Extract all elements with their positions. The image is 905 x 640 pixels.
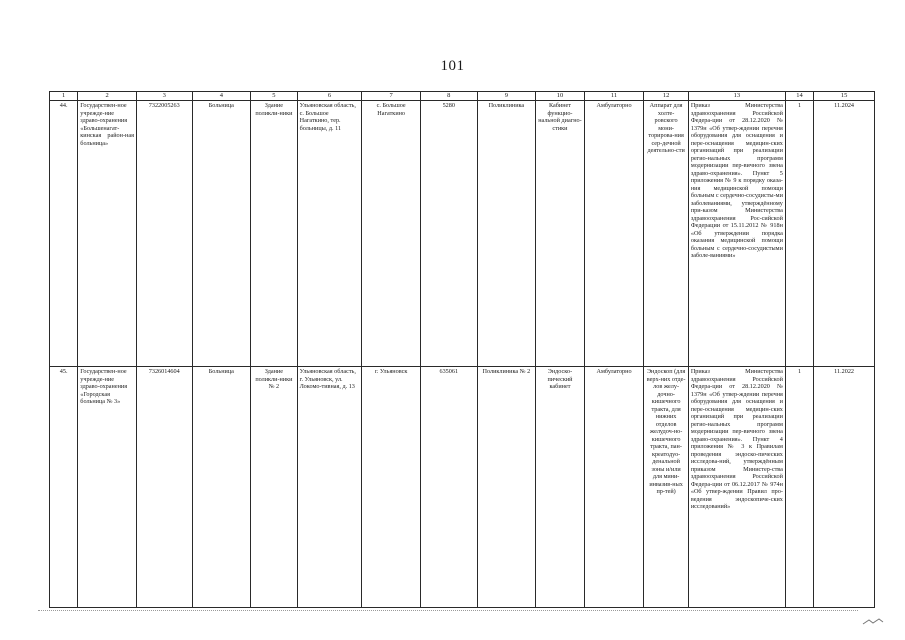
column-number: 9 bbox=[477, 92, 536, 101]
address: Ульяновская область, с. Большое Нагаткино, тер. больницы, д. 11 bbox=[297, 101, 362, 367]
column-number: 14 bbox=[785, 92, 813, 101]
column-number: 4 bbox=[192, 92, 251, 101]
organization-name: Государствен-ное учрежде-ние здраво-охранения «Городская больница № 3» bbox=[78, 367, 137, 608]
column-number: 2 bbox=[78, 92, 137, 101]
page-number: 101 bbox=[440, 58, 465, 74]
table-row bbox=[50, 367, 875, 608]
equipment: Аппарат для холте-ровского мони-торирова-ния сер-дечной деятельно-сти bbox=[644, 101, 688, 367]
column-number: 8 bbox=[420, 92, 477, 101]
legal-basis: Приказ Министерства здравоохранения Российской Федера-ции от 28.12.2020 № 1379н «Об утвер-ждении перечня оборудования для оснащения и пере-оснащения медицин-ских организаций при реализации регио-нальных программ модернизации пер-вичного звена здраво-охранения». Пункт 4 приложения № 3 к Правилам проведения эндоско-пических исследова-ний, утверждённым приказом Министер-ства здравоохранения Российской Федера-ции от 06.12.2017 № 974н «Об утвер-ждении Правил про-ведения эндоскопиче-ских исследований» bbox=[688, 367, 785, 608]
equipment: Эндоскоп (для верх-них отде-лов желу-дочно-кишечного тракта, для нижних отделов желудоч-но-кишечного тракта, пан-креатодуо-денальной зоны и/или для мини-инвазив-ных пр-тей) bbox=[644, 367, 688, 608]
scan-edge-line bbox=[38, 610, 858, 612]
row-index: 44. bbox=[50, 101, 78, 367]
code: 635061 bbox=[420, 367, 477, 608]
care-mode: Амбулаторно bbox=[584, 367, 644, 608]
room: Эндоско-пический кабинет bbox=[536, 367, 585, 608]
department: Поликлиника № 2 bbox=[477, 367, 536, 608]
registry-table bbox=[49, 91, 875, 608]
locality: г. Ульяновск bbox=[362, 367, 421, 608]
room: Кабинет функцио-нальной диагно-стики bbox=[536, 101, 585, 367]
inn: 7322005263 bbox=[136, 101, 192, 367]
column-number: 13 bbox=[688, 92, 785, 101]
column-number: 5 bbox=[251, 92, 298, 101]
column-number: 15 bbox=[814, 92, 875, 101]
column-number: 1 bbox=[50, 92, 78, 101]
care-mode: Амбулаторно bbox=[584, 101, 644, 367]
column-number: 3 bbox=[136, 92, 192, 101]
column-number: 12 bbox=[644, 92, 688, 101]
column-number-row bbox=[50, 92, 875, 101]
column-number: 6 bbox=[297, 92, 362, 101]
inn: 7326014604 bbox=[136, 367, 192, 608]
department: Поликлиника bbox=[477, 101, 536, 367]
row-index: 45. bbox=[50, 367, 78, 608]
column-number: 7 bbox=[362, 92, 421, 101]
scan-mark bbox=[861, 618, 885, 626]
quantity: 1 bbox=[785, 101, 813, 367]
quantity: 1 bbox=[785, 367, 813, 608]
table-row bbox=[50, 101, 875, 367]
column-number: 11 bbox=[584, 92, 644, 101]
facility-type: Больница bbox=[192, 367, 251, 608]
locality: с. Большое Нагаткино bbox=[362, 101, 421, 367]
deadline: 11.2024 bbox=[814, 101, 875, 367]
column-number: 10 bbox=[536, 92, 585, 101]
organization-name: Государствен-ное учрежде-ние здраво-охранения «Большенагат-кинская район-ная больница» bbox=[78, 101, 137, 367]
building: Здание поликли-ники bbox=[251, 101, 298, 367]
deadline: 11.2022 bbox=[814, 367, 875, 608]
building: Здание поликли-ники № 2 bbox=[251, 367, 298, 608]
legal-basis: Приказ Министерства здравоохранения Российской Федера-ции от 28.12.2020 № 1379н «Об утвер-ждении перечня оборудования для оснащения и пере-оснащения медицин-ских организаций при реализации регио-нальных программ модернизации пер-вичного звена здраво-охранения». Пункт 5 приложения № 9 к порядку оказа-ния медицинской помощи больным с сердечно-сосудисты-ми заболеваниями, утверждённому при-казом Министерства здравоохранения Рос-сийской Федерации от 15.11.2012 № 918н «Об утверждении порядка оказания медицинской помощи больным с сердечно-сосудистыми заболе-ваниями» bbox=[688, 101, 785, 367]
code: 5280 bbox=[420, 101, 477, 367]
address: Ульяновская область, г. Ульяновск, ул. Локомо-тивная, д. 13 bbox=[297, 367, 362, 608]
facility-type: Больница bbox=[192, 101, 251, 367]
